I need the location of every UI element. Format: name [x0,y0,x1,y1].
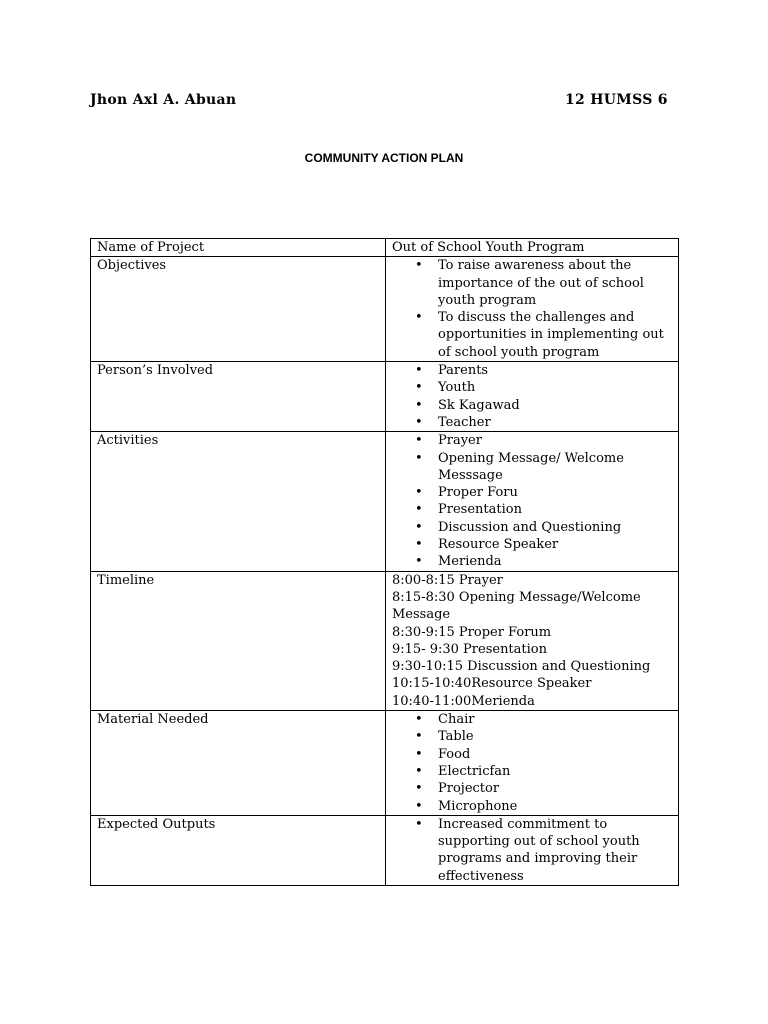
objectives-list [392,257,672,361]
project-name-value: Out of School Youth Program [386,239,679,257]
document-title: COMMUNITY ACTION PLAN [304,151,464,165]
row-label: Person’s Involved [91,362,386,432]
list-item: • Prayer [392,432,672,449]
list-item: • Food [392,746,672,763]
table-row-objectives [91,257,679,362]
list-item: • Opening Message/ Welcome Messsage [392,450,672,485]
persons-list [392,362,672,431]
table-row-timeline [91,571,679,710]
action-plan-table [90,238,679,886]
table-row-project [91,239,679,257]
table-row-activities [91,432,679,571]
table-row-persons [91,362,679,432]
list-item: • Presentation [392,501,672,518]
timeline-line: 9:15- 9:30 Presentation [392,641,547,657]
timeline-line: Message [392,607,451,623]
list-item: • Chair [392,711,672,728]
row-label: Material Needed [91,711,386,816]
list-item: • Discussion and Questioning [392,519,672,536]
list-item: • Proper Foru [392,484,672,501]
list-item: • Parents [392,362,672,379]
list-item: • Projector [392,780,672,797]
list-item: • Increased commitment to supporting out of school youth programs and improving their effectiveness [392,816,672,885]
timeline-line: 9:30-10:15 Discussion and Questioning [392,659,651,675]
outputs-list [392,816,672,885]
list-item: • Resource Speaker [392,536,672,553]
list-item: • Youth [392,379,672,396]
author-name: Jhon Axl A. Abuan [90,92,237,108]
list-item: • Sk Kagawad [392,397,672,414]
timeline-line: 8:00-8:15 Prayer [392,572,503,588]
timeline-line: 10:40-11:00Merienda [392,693,535,709]
list-item: • Teacher [392,414,672,431]
row-label: Objectives [91,257,386,362]
row-label: Expected Outputs [91,815,386,885]
timeline-line: 8:30-9:15 Proper Forum [392,624,552,640]
row-label: Activities [91,432,386,571]
list-item: • Electricfan [392,763,672,780]
list-item: • To raise awareness about the importance of the out of school youth program [392,257,672,309]
timeline-line: 10:15-10:40Resource Speaker [392,676,592,692]
timeline-line: 8:15-8:30 Opening Message/Welcome [392,589,641,605]
materials-list [392,711,672,815]
table-row-outputs [91,815,679,885]
timeline-lines [386,571,679,710]
list-item: • Microphone [392,798,672,815]
list-item: • Merienda [392,553,672,570]
row-label: Timeline [91,571,386,710]
table-row-materials [91,711,679,816]
class-section: 12 HUMSS 6 [565,92,668,108]
activities-list [392,432,672,570]
row-label: Name of Project [91,239,386,257]
list-item: • To discuss the challenges and opportunities in implementing out of school youth program [392,309,672,361]
list-item: • Table [392,728,672,745]
